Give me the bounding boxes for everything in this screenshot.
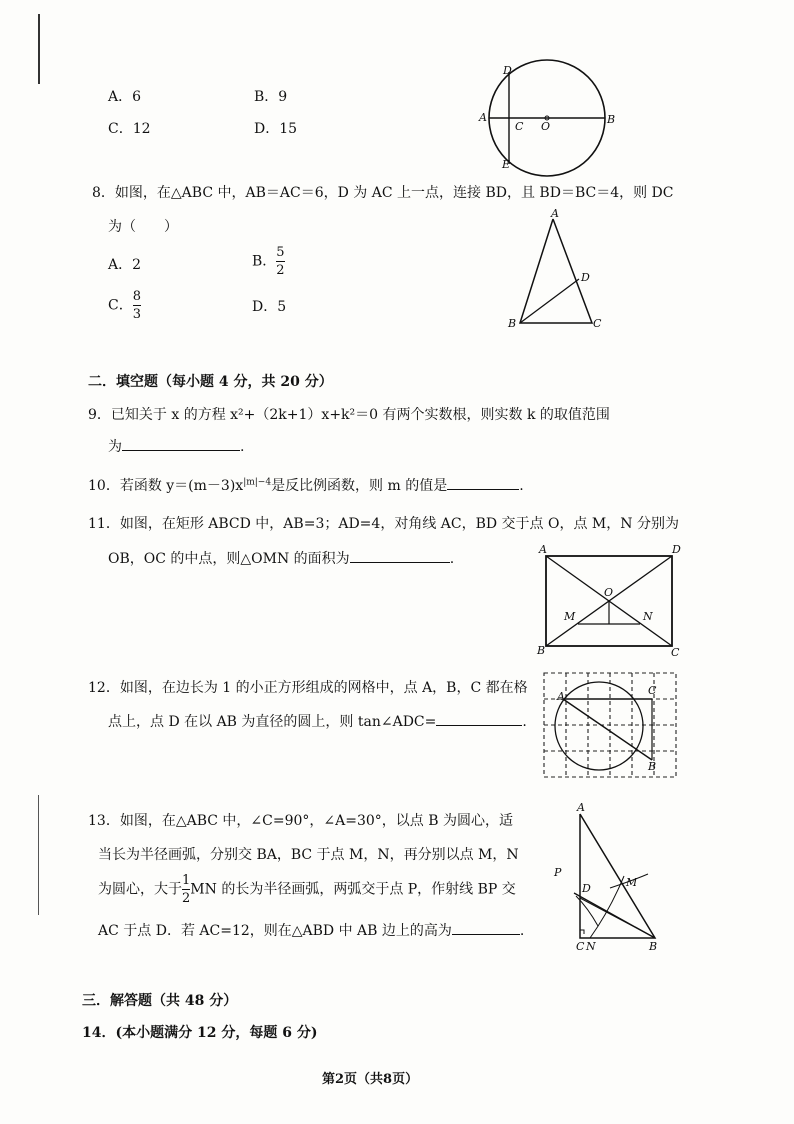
label-c: C: [593, 317, 602, 330]
q8-text-line1: 8．如图，在△ABC 中，AB＝AC＝6，D 为 AC 上一点，连接 BD，且 BD＝BC＝4，则 DC: [92, 185, 674, 201]
q8-option-d: D．5: [252, 299, 287, 315]
q7-option-c: C．12: [108, 121, 151, 137]
q7-option-b: B．9: [254, 89, 288, 105]
q8-text-line2: 为（ ）: [108, 219, 178, 235]
page-edge-mark-lower: [38, 795, 39, 915]
page-footer: 第2页（共8页）: [322, 1072, 419, 1087]
label-a: A: [479, 111, 487, 124]
label-n: N: [586, 940, 596, 953]
label-b: B: [649, 940, 658, 953]
label-e: E: [502, 158, 511, 171]
label-d: D: [672, 543, 681, 556]
q9-text-line2: 为 .: [108, 439, 245, 455]
label-a: A: [551, 207, 559, 220]
q13-text-line2: 当长为半径画弧，分别交 BA，BC 于点 M，N，再分别以点 M，N: [98, 847, 519, 863]
q7-option-d: D．15: [254, 121, 298, 137]
q12-text-line1: 12．如图，在边长为 1 的小正方形组成的网格中，点 A，B，C 都在格: [88, 680, 528, 696]
label-n: N: [643, 610, 653, 623]
label-c: C: [671, 646, 680, 659]
grid-figure: [541, 670, 681, 782]
label-a: A: [539, 543, 547, 556]
label-m: M: [626, 876, 638, 889]
fraction: $\frac{5}{2}$: [276, 245, 285, 278]
fraction: $\frac{1}{2}$: [182, 873, 191, 906]
q10-text: 10．若函数 $y=(m-3)x^{|m|-4}$是反比例函数，则 m 的值是 .: [88, 477, 524, 494]
q12-text-line2: 点上，点 D 在以 AB 为直径的圆上，则 tan∠ADC= .: [108, 714, 527, 730]
fraction: $\frac{8}{3}$: [132, 289, 141, 322]
q8-option-b: B． $\frac{5}{2}$: [252, 245, 285, 278]
label-d: D: [582, 882, 591, 895]
label-m: M: [564, 610, 576, 623]
label-b: B: [508, 317, 517, 330]
answer-blank: [350, 561, 450, 563]
q13-text-line4: AC 于点 D．若 AC=12，则在△ABD 中 AB 边上的高为 .: [98, 923, 525, 939]
answer-blank: [122, 449, 240, 451]
label-b: B: [607, 113, 616, 126]
q7-option-a: A．6: [108, 89, 142, 105]
label-a: A: [577, 801, 585, 814]
label-p: P: [554, 866, 562, 879]
label-c: C: [515, 120, 524, 133]
q9-text-line1: 9．已知关于 x 的方程 x²+（2k+1）x+k²＝0 有两个实数根，则实数 k 的取值范围: [88, 407, 610, 423]
answer-blank: [436, 724, 522, 726]
q13-text-line1: 13．如图，在△ABC 中，∠C=90°，∠A=30°，以点 B 为圆心，适: [88, 813, 513, 829]
q11-text-line1: 11．如图，在矩形 ABCD 中，AB=3；AD=4，对角线 AC，BD 交于点 O，点 M，N 分别为: [88, 516, 679, 532]
triangle-figure: [505, 207, 610, 332]
right-triangle-figure: [548, 800, 668, 956]
label-b: B: [648, 760, 657, 773]
circle-figure: [475, 58, 625, 178]
label-b: B: [537, 644, 546, 657]
label-c: C: [576, 940, 585, 953]
q13-text-line3: 为圆心，大于 $\frac{1}{2}$ MN 的长为半径画弧，两弧交于点 P，作射线 BP 交: [98, 873, 516, 906]
answer-blank: [447, 488, 519, 490]
rectangle-figure: [533, 540, 683, 660]
q8-option-a: A．2: [108, 257, 142, 273]
section-3-heading: 三．解答题（共 48 分）: [82, 993, 238, 1009]
label-d: D: [503, 64, 512, 77]
section-2-heading: 二．填空题（每小题 4 分，共 20 分）: [88, 374, 333, 390]
label-o: O: [541, 120, 551, 133]
q11-text-line2: OB，OC 的中点，则△OMN 的面积为 .: [108, 551, 455, 567]
q8-option-c: C． $\frac{8}{3}$: [108, 289, 141, 322]
q14-heading: 14．(本小题满分 12 分，每题 6 分): [82, 1025, 318, 1041]
label-a: A: [557, 690, 565, 703]
page-edge-mark: [38, 14, 40, 84]
answer-blank: [452, 933, 520, 935]
label-c: C: [648, 684, 657, 697]
label-o: O: [604, 586, 614, 599]
label-d: D: [581, 271, 590, 284]
